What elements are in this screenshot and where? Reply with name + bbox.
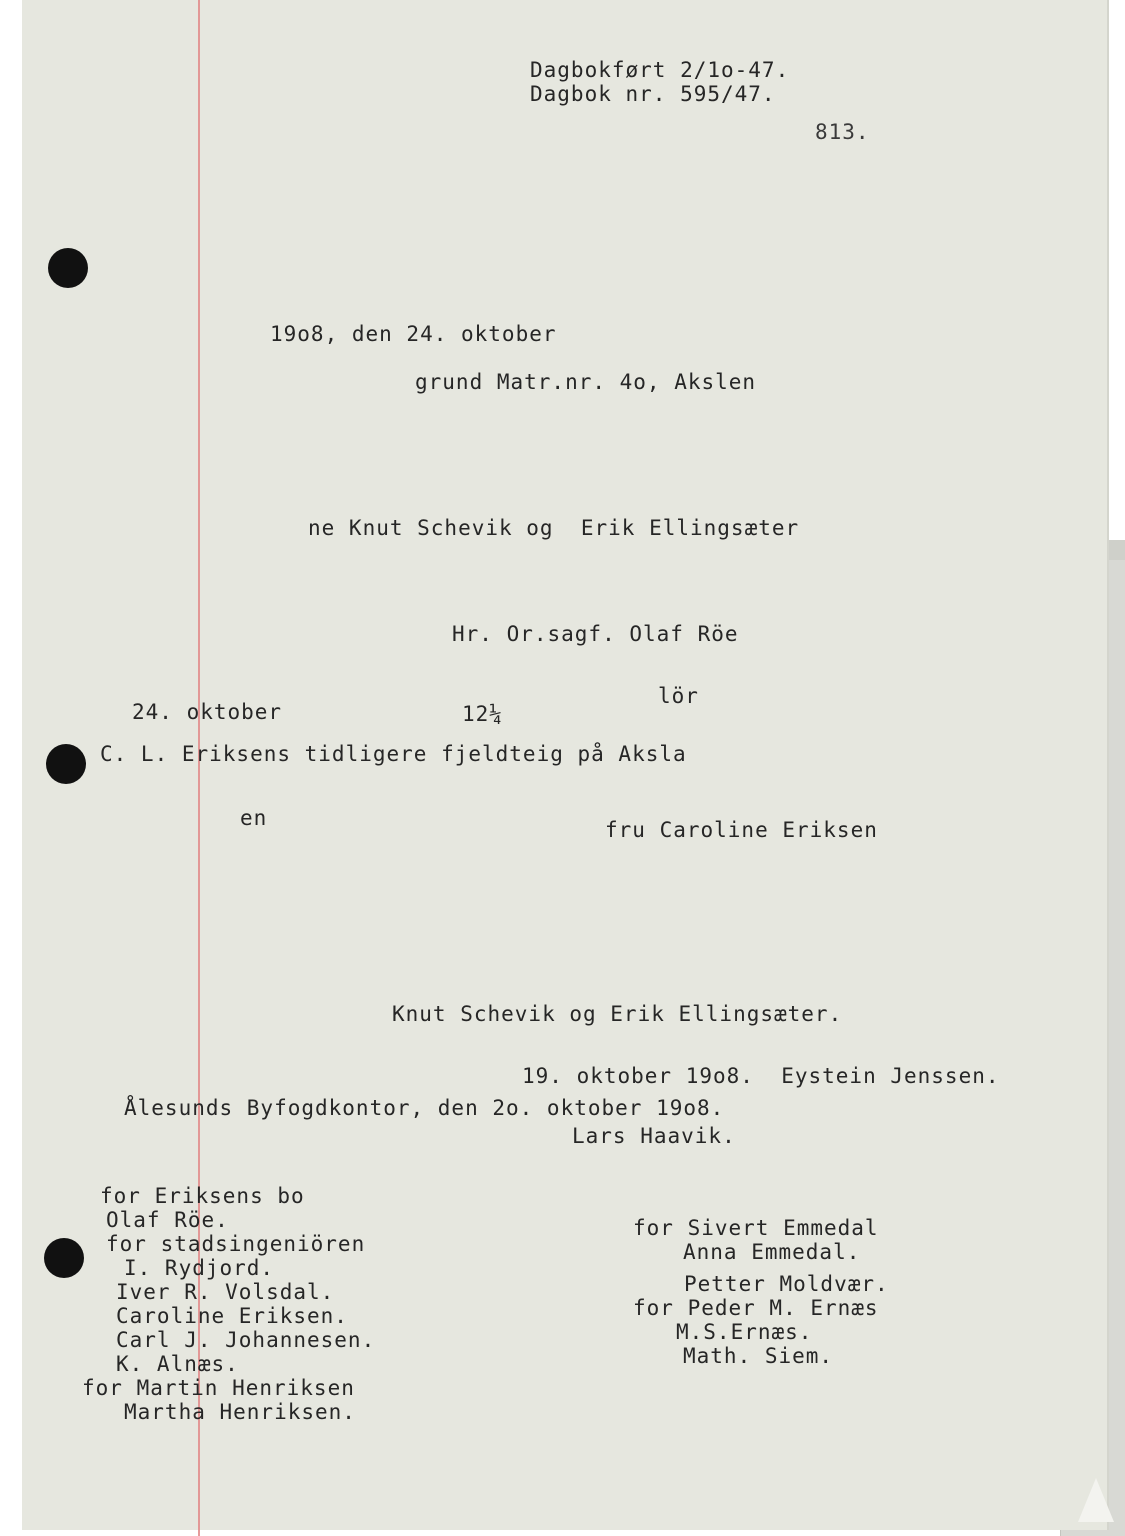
place-line: C. L. Eriksens tidligere fjeldteig på Aksla [100,742,687,766]
signature-right: M.S.Ernæs. [676,1320,813,1344]
lawyer-line: Hr. Or.sagf. Olaf Röe [452,622,739,646]
signature-right: Anna Emmedal. [683,1240,861,1264]
signature-left: K. Alnæs. [116,1352,239,1376]
time-text: 12¼ [462,702,503,726]
dagbok-nr-line: Dagbok nr. 595/47. [530,82,776,106]
signature-left: I. Rydjord. [124,1256,275,1280]
signature-left: for stadsingeniören [106,1232,366,1256]
page-number: 813. [815,120,870,144]
office-signer: Lars Haavik. [572,1124,736,1148]
punch-hole-middle [46,744,86,784]
punch-hole-bottom [44,1238,84,1278]
signature-right: for Sivert Emmedal [633,1216,879,1240]
signature-right: Math. Siem. [683,1344,834,1368]
signature-left: Carl J. Johannesen. [116,1328,376,1352]
en-word: en [240,806,268,830]
folded-corner [1078,1478,1114,1522]
signature-right: Petter Moldvær. [684,1272,889,1296]
punch-hole-top [48,248,88,288]
signature-left: Martha Henriksen. [124,1400,356,1424]
date-line: 19o8, den 24. oktober [270,322,557,346]
signature-left: Iver R. Volsdal. [116,1280,335,1304]
owners-line: ne Knut Schevik og Erik Ellingsæter [308,516,800,540]
signature-left: for Eriksens bo [100,1184,305,1208]
office-line: Ålesunds Byfogdkontor, den 2o. oktober 19o8. [124,1096,725,1120]
date2-line: 24. oktober [132,700,283,724]
signers-line: Knut Schevik og Erik Ellingsæter. [392,1002,843,1026]
lor-word: lör [658,684,699,708]
signature-left: Caroline Eriksen. [116,1304,348,1328]
property-line: grund Matr.nr. 4o, Akslen [415,370,757,394]
signature-left: for Martin Henriksen [82,1376,355,1400]
dagbokfort-line: Dagbokført 2/1o-47. [530,58,790,82]
fru-line: fru Caroline Eriksen [605,818,878,842]
signature-right: for Peder M. Ernæs [633,1296,879,1320]
date-signed-line: 19. oktober 19o8. Eystein Jenssen. [522,1064,1000,1088]
signature-left: Olaf Röe. [106,1208,229,1232]
